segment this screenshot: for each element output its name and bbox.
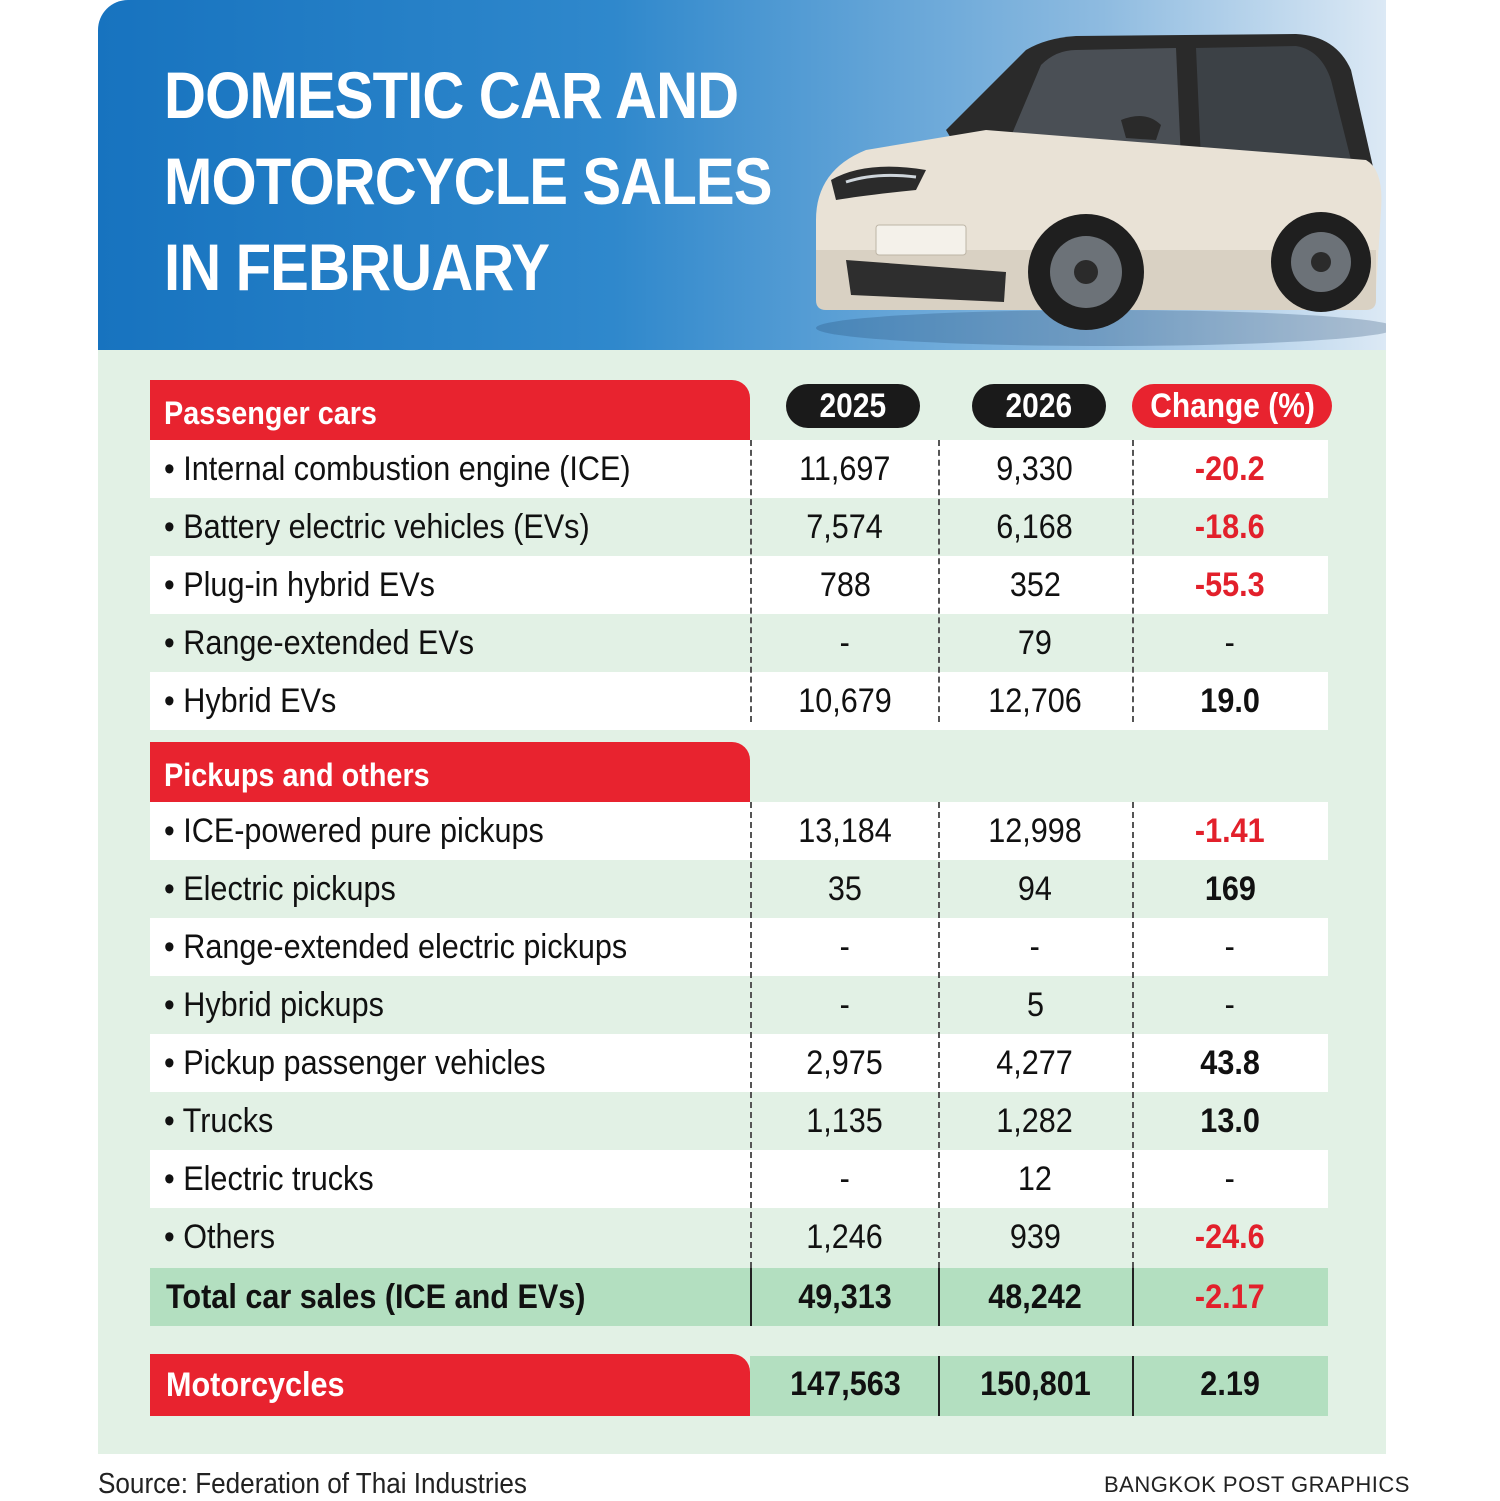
column-divider xyxy=(1132,1268,1134,1326)
table-row: • Internal combustion engine (ICE) 11,697 9,330 -20.2 xyxy=(150,440,1328,498)
table-row: • Others 1,246 939 -24.6 xyxy=(150,1208,1328,1266)
table-row: • Hybrid EVs 10,679 12,706 19.0 xyxy=(150,672,1328,730)
car-illustration xyxy=(776,10,1386,350)
title-line-3: IN FEBRUARY xyxy=(164,230,550,304)
page-title xyxy=(164,52,772,310)
column-divider xyxy=(1132,802,1134,1268)
motorcycles-row: 147,563 150,801 2.19 xyxy=(789,1365,1260,1403)
section-pickups-and-others: Pickups and others xyxy=(150,742,750,802)
column-divider xyxy=(1132,1356,1134,1416)
table-row: • Electric pickups 35 94 169 xyxy=(150,860,1328,918)
graphics-credit: BANGKOK POST GRAPHICS xyxy=(1104,1472,1410,1497)
table-row: • Range-extended EVs - 79 - xyxy=(150,614,1328,672)
column-divider xyxy=(938,440,940,722)
header-banner xyxy=(98,0,1386,350)
motorcycles-label: Motorcycles xyxy=(150,1354,750,1416)
column-header-2026: 2026 xyxy=(972,384,1106,428)
title-line-2: MOTORCYCLE SALES xyxy=(164,144,772,218)
source-note: Source: Federation of Thai Industries xyxy=(98,1468,527,1500)
column-divider xyxy=(938,1356,940,1416)
table-row: • Range-extended electric pickups - - - xyxy=(150,918,1328,976)
table-row: • Trucks 1,135 1,282 13.0 xyxy=(150,1092,1328,1150)
column-divider xyxy=(750,440,752,722)
table-row: • Battery electric vehicles (EVs) 7,574 6,168 -18.6 xyxy=(150,498,1328,556)
table-row: • Electric trucks - 12 - xyxy=(150,1150,1328,1208)
table-row: • Pickup passenger vehicles 2,975 4,277 43.8 xyxy=(150,1034,1328,1092)
column-divider xyxy=(938,1268,940,1326)
column-divider xyxy=(1132,440,1134,722)
section-passenger-cars: Passenger cars xyxy=(150,380,750,440)
table-row: • Plug-in hybrid EVs 788 352 -55.3 xyxy=(150,556,1328,614)
title-line-1: DOMESTIC CAR AND xyxy=(164,58,739,132)
column-header-2025: 2025 xyxy=(786,384,920,428)
table-row: • Hybrid pickups - 5 - xyxy=(150,976,1328,1034)
column-divider xyxy=(750,1268,752,1326)
table-row: • ICE-powered pure pickups 13,184 12,998 -1.41 xyxy=(150,802,1328,860)
total-row: Total car sales (ICE and EVs) 49,313 48,242 -2.17 xyxy=(150,1268,1328,1326)
column-divider xyxy=(938,802,940,1268)
column-divider xyxy=(750,802,752,1268)
column-header-change: Change (%) xyxy=(1132,384,1332,428)
